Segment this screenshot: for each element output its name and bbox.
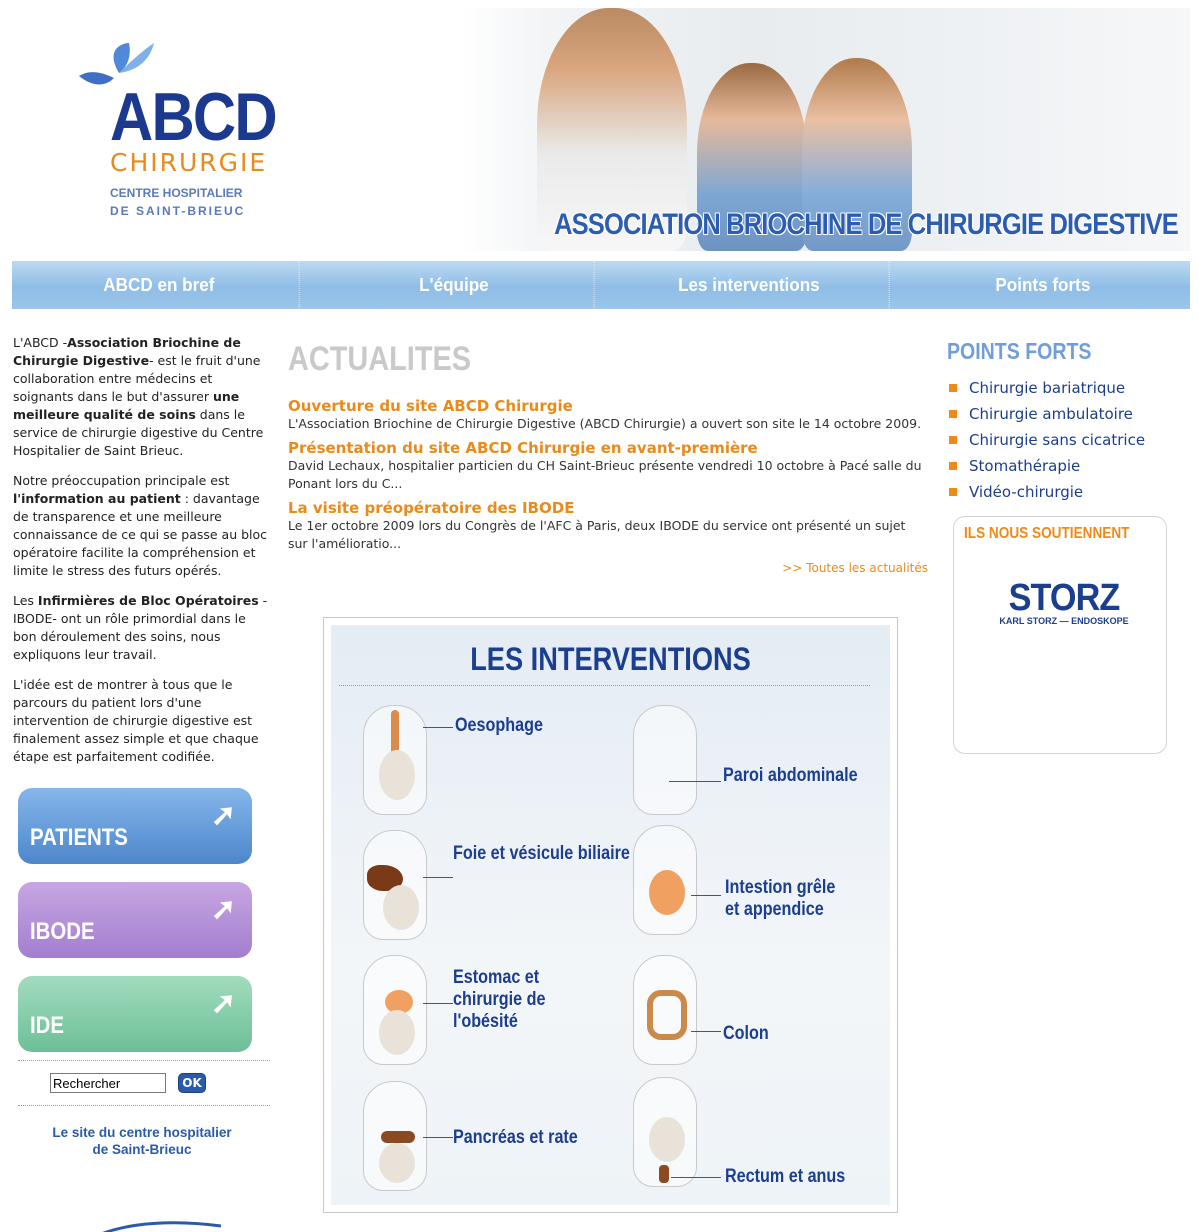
ibode-bold: Infirmières de Bloc Opératoires <box>37 593 259 608</box>
points-forts-item[interactable] <box>947 483 1167 501</box>
square-bullet-icon <box>949 462 957 470</box>
intro-text: dans le service de chirurgie digestive du Centre Hospitalier de Saint Brieuc. <box>13 407 264 458</box>
points-forts-label: Chirurgie bariatrique <box>969 379 1126 397</box>
parcours-paragraph: L'idée est de montrer à tous que le parcours du patient lors d'une intervention de chirurgie digestive est finalement assez simple et que chaque étape est parfaitement codifiée. <box>13 677 259 764</box>
points-forts-item[interactable] <box>947 405 1167 423</box>
patients-button-label: PATIENTS <box>30 824 128 851</box>
label-rectum[interactable]: Rectum et anus <box>725 1166 846 1187</box>
leader-line <box>423 877 453 878</box>
points-forts-label: Stomathérapie <box>969 457 1081 475</box>
leader-line <box>423 1003 453 1004</box>
leader-line <box>671 1177 721 1178</box>
interventions-panel <box>323 617 898 1213</box>
left-column <box>13 334 271 1158</box>
points-forts-section <box>947 338 1167 509</box>
nav-abcd-en-bref[interactable]: ABCD en bref <box>19 261 299 309</box>
nav-interventions[interactable]: Les interventions <box>609 261 889 309</box>
foie-figure-icon[interactable] <box>353 830 437 940</box>
leader-line <box>669 781 721 782</box>
news-item-title[interactable]: Présentation du site ABCD Chirurgie en avant-première <box>288 439 758 457</box>
points-forts-title: POINTS FORTS <box>947 338 1092 364</box>
nav-equipe[interactable]: L'équipe <box>314 261 594 309</box>
ibode-text: -IBODE- ont un rôle primordial dans le bon déroulement des soins, nous expliquons leur travail. <box>13 593 268 662</box>
abcd-logo[interactable] <box>74 38 284 218</box>
arrow-up-right-icon: ➚ <box>210 987 236 1020</box>
hospital-site-link-line1: Le site du centre hospitalier <box>52 1125 232 1140</box>
logo-line2: DE SAINT-BRIEUC <box>110 204 246 218</box>
patients-button[interactable] <box>18 788 252 864</box>
ibode-text: Les <box>13 593 38 608</box>
news-section <box>288 340 928 575</box>
interventions-map <box>331 625 890 1205</box>
square-bullet-icon <box>949 436 957 444</box>
divider <box>18 1105 270 1106</box>
site-header <box>12 8 1190 251</box>
label-estomac[interactable]: Estomac et chirurgie de l'obésité <box>453 967 546 1032</box>
storz-logo-text: STORZ <box>1008 577 1120 619</box>
news-item-title[interactable]: Ouverture du site ABCD Chirurgie <box>288 397 573 415</box>
points-forts-label: Vidéo-chirurgie <box>969 483 1084 501</box>
main-nav <box>12 261 1190 309</box>
rectum-figure-icon[interactable] <box>623 1077 707 1187</box>
leader-line <box>423 727 453 728</box>
label-intestin[interactable]: Intestion grêle et appendice <box>725 877 836 920</box>
leader-line <box>691 895 721 896</box>
arrow-up-right-icon: ➚ <box>210 893 236 926</box>
hospital-site-link-line2: de Saint-Brieuc <box>92 1142 192 1157</box>
info-text: : davantage de transparence et une meilleure connaissance de ce qui se passe au bloc opératoire facilite la compréhension et limite le stress des futurs opérés. <box>13 491 268 578</box>
ibode-button-label: IBODE <box>30 918 95 945</box>
info-paragraph <box>13 472 271 580</box>
hospital-site-link[interactable] <box>13 1124 271 1158</box>
label-foie[interactable]: Foie et vésicule biliaire <box>453 843 630 864</box>
sponsors-title: ILS NOUS SOUTIENNENT <box>964 525 1130 542</box>
paroi-figure-icon[interactable] <box>623 705 707 815</box>
search-input[interactable] <box>50 1073 166 1093</box>
pancreas-figure-icon[interactable] <box>353 1081 437 1191</box>
divider <box>339 685 870 686</box>
square-bullet-icon <box>949 488 957 496</box>
points-forts-label: Chirurgie ambulatoire <box>969 405 1133 423</box>
news-title: ACTUALITES <box>288 340 472 378</box>
info-bold: l'information au patient <box>13 491 181 506</box>
label-oesophage[interactable]: Oesophage <box>455 715 543 736</box>
label-pancreas[interactable]: Pancréas et rate <box>453 1127 578 1148</box>
square-bullet-icon <box>949 384 957 392</box>
leader-line <box>423 1137 453 1138</box>
sponsors-box <box>953 516 1167 754</box>
all-news-link[interactable]: >> Toutes les actualités <box>782 561 928 575</box>
leader-line <box>691 1031 721 1032</box>
colon-figure-icon[interactable] <box>623 955 707 1065</box>
intro-bold: une meilleure qualité de soins <box>13 389 240 422</box>
intro-text: L'ABCD - <box>13 335 68 350</box>
points-forts-item[interactable] <box>947 379 1167 397</box>
logo-abcd-text: ABCD <box>110 79 276 155</box>
label-colon[interactable]: Colon <box>723 1023 769 1044</box>
points-forts-item[interactable] <box>947 431 1167 449</box>
arrow-up-right-icon: ➚ <box>210 799 236 832</box>
search-form <box>13 1061 271 1105</box>
logo-line1: CENTRE HOSPITALIER <box>110 186 243 200</box>
storz-logo-subtext: KARL STORZ — ENDOSKOPE <box>999 616 1129 626</box>
intestin-figure-icon[interactable] <box>623 825 707 935</box>
nav-points-forts[interactable]: Points forts <box>995 274 1091 295</box>
header-title: ASSOCIATION BRIOCHINE DE CHIRURGIE DIGESTIVE <box>554 208 1178 241</box>
news-item-body: L'Association Briochine de Chirurgie Digestive (ABCD Chirurgie) a ouvert son site le 14 octobre 2009. <box>288 416 922 431</box>
hospital-logo-icon[interactable] <box>81 1214 231 1232</box>
estomac-figure-icon[interactable] <box>353 955 437 1065</box>
search-ok-button[interactable]: OK <box>178 1073 206 1093</box>
info-text: Notre préoccupation principale est <box>13 473 230 488</box>
ibode-button[interactable] <box>18 882 252 958</box>
intro-text: - est le fruit d'une collaboration entre médecins et soignants dans le but d'assurer <box>13 353 261 404</box>
ibode-paragraph <box>13 592 271 664</box>
logo-chirurgie-text: CHIRURGIE <box>110 148 268 177</box>
news-item-title[interactable]: La visite préopératoire des IBODE <box>288 499 575 517</box>
ide-button-label: IDE <box>30 1012 65 1039</box>
label-paroi-abdominale[interactable]: Paroi abdominale <box>723 765 858 786</box>
intro-paragraph <box>13 334 271 460</box>
storz-logo[interactable] <box>994 577 1134 626</box>
news-item-body: Le 1er octobre 2009 lors du Congrès de l'AFC à Paris, deux IBODE du service ont présenté un sujet sur l'amélioratio... <box>288 518 906 551</box>
news-item-body: David Lechaux, hospitalier particien du CH Saint-Brieuc présente vendredi 10 octobre à Pacé salle du Ponant lors du C... <box>288 458 922 491</box>
points-forts-label: Chirurgie sans cicatrice <box>969 431 1146 449</box>
intro-bold: Association Briochine de Chirurgie Digestive <box>13 335 241 368</box>
points-forts-item[interactable] <box>947 457 1167 475</box>
interventions-title: LES INTERVENTIONS <box>470 641 751 677</box>
oesophage-figure-icon[interactable] <box>353 705 437 815</box>
square-bullet-icon <box>949 410 957 418</box>
ide-button[interactable] <box>18 976 252 1052</box>
